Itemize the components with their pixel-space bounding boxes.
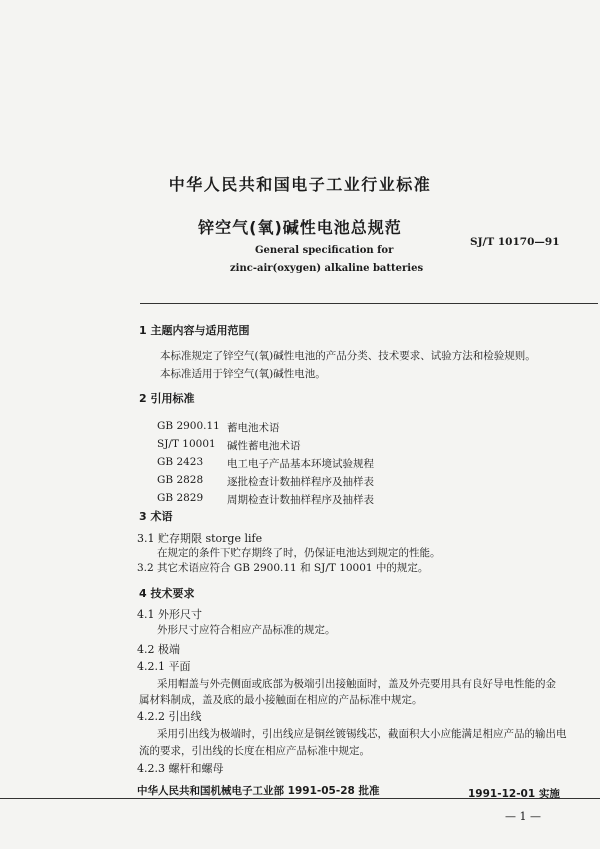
- ref-title: 周期检查计数抽样程序及抽样表: [227, 494, 374, 506]
- term-3-1: 3.1 贮存期限 storge life: [137, 532, 263, 545]
- clause-4-2-2-body-line2: 流的要求，引出线的长度在相应产品标准中规定。: [139, 745, 370, 757]
- section-2-heading: 2 引用标准: [139, 392, 195, 405]
- ref-title: 蓄电池术语: [227, 422, 280, 434]
- clause-4-1-body: 外形尺寸应符合相应产品标准的规定。: [157, 624, 336, 636]
- page-number: — 1 —: [505, 810, 541, 823]
- ref-title: 碱性蓄电池术语: [227, 440, 301, 452]
- term-3-1-definition: 在规定的条件下贮存期终了时，仍保证电池达到规定的性能。: [157, 547, 441, 559]
- clause-4-2-1: 4.2.1 平面: [137, 660, 191, 673]
- ref-title: 电工电子产品基本环境试验规程: [227, 458, 374, 470]
- document-title-en-line2: zinc-air(oxygen) alkaline batteries: [230, 263, 424, 274]
- clause-4-2-2-body-line1: 采用引出线为极端时，引出线应是铜丝镀锡线芯，截面积大小应能满足相应产品的输出电: [157, 728, 567, 740]
- standard-category-title: 中华人民共和国电子工业行业标准: [168, 175, 432, 194]
- section-3-heading: 3 术语: [139, 510, 173, 523]
- ref-code: SJ/T 10001: [157, 438, 216, 450]
- clause-4-2: 4.2 极端: [137, 643, 180, 656]
- section-1-paragraph-1: 本标准规定了锌空气(氧)碱性电池的产品分类、技术要求、试验方法和检验规则。: [160, 350, 536, 362]
- ref-code: GB 2423: [157, 456, 204, 468]
- clause-4-2-2: 4.2.2 引出线: [137, 710, 202, 723]
- clause-4-2-1-body-line1: 采用帽盖与外壳侧面或底部为极端引出接触面时，盖及外壳要用具有良好导电性能的金: [157, 678, 556, 690]
- approval-line: 中华人民共和国机械电子工业部 1991-05-28 批准: [137, 785, 380, 797]
- clause-4-2-1-body-line2: 属材料制成，盖及底的最小接触面在相应的产品标准中规定。: [139, 694, 423, 706]
- section-1-paragraph-2: 本标准适用于锌空气(氧)碱性电池。: [160, 368, 326, 380]
- header-divider: [140, 303, 598, 304]
- document-title-cn: 锌空气(氧)碱性电池总规范: [198, 218, 402, 237]
- section-4-heading: 4 技术要求: [139, 587, 195, 600]
- ref-code: GB 2828: [157, 474, 204, 486]
- document-title-en-line1: General specification for: [255, 245, 394, 256]
- clause-4-2-3: 4.2.3 螺杆和螺母: [137, 762, 224, 775]
- standard-code: SJ/T 10170—91: [470, 236, 560, 248]
- ref-code: GB 2900.11: [157, 420, 220, 432]
- term-3-2: 3.2 其它术语应符合 GB 2900.11 和 SJ/T 10001 中的规定。: [137, 562, 429, 574]
- ref-code: GB 2829: [157, 492, 204, 504]
- ref-title: 逐批检查计数抽样程序及抽样表: [227, 476, 374, 488]
- footer-divider: [0, 798, 600, 799]
- implementation-date: 1991-12-01 实施: [468, 788, 560, 800]
- clause-4-1: 4.1 外形尺寸: [137, 608, 202, 621]
- section-1-heading: 1 主题内容与适用范围: [139, 324, 250, 337]
